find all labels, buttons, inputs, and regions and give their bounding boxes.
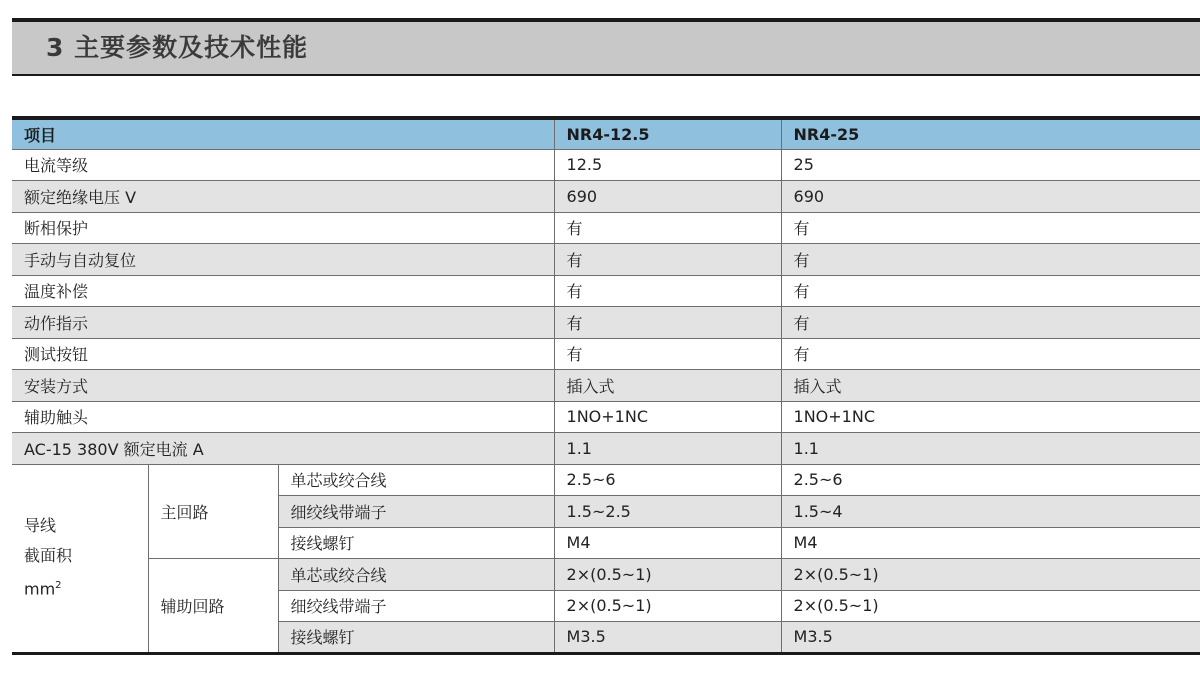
row-value-2: M4 bbox=[781, 527, 1200, 559]
table-row bbox=[12, 149, 1200, 181]
row-label: 断相保护 bbox=[12, 212, 554, 244]
row-label: AC-15 380V 额定电流 A bbox=[12, 433, 554, 465]
table-row bbox=[12, 181, 1200, 213]
row-label: 细绞线带端子 bbox=[278, 496, 554, 528]
row-label: 动作指示 bbox=[12, 307, 554, 339]
row-value-2: 1NO+1NC bbox=[781, 401, 1200, 433]
section-header bbox=[12, 18, 1200, 76]
row-value-1: 12.5 bbox=[554, 149, 781, 181]
row-value-1: 690 bbox=[554, 181, 781, 213]
row-label: 测试按钮 bbox=[12, 338, 554, 370]
wire-label-line2: 截面积 bbox=[24, 546, 73, 566]
table-header-row bbox=[12, 118, 1200, 149]
row-value-1: 1.1 bbox=[554, 433, 781, 465]
header-model-2: NR4-25 bbox=[781, 118, 1200, 149]
row-value-1: M4 bbox=[554, 527, 781, 559]
row-value-1: 有 bbox=[554, 307, 781, 339]
table-row bbox=[12, 307, 1200, 339]
row-label: 单芯或绞合线 bbox=[278, 464, 554, 496]
row-value-2: 1.5~4 bbox=[781, 496, 1200, 528]
row-value-2: 690 bbox=[781, 181, 1200, 213]
row-value-2: 有 bbox=[781, 275, 1200, 307]
row-value-1: 1.5~2.5 bbox=[554, 496, 781, 528]
table-row bbox=[12, 401, 1200, 433]
parameters-table bbox=[12, 116, 1200, 655]
header-item: 项目 bbox=[12, 118, 554, 149]
row-value-2: 2.5~6 bbox=[781, 464, 1200, 496]
row-value-1: M3.5 bbox=[554, 622, 781, 654]
table-row bbox=[12, 212, 1200, 244]
table-row bbox=[12, 244, 1200, 276]
row-value-2: 有 bbox=[781, 212, 1200, 244]
table-row bbox=[12, 559, 1200, 591]
row-label: 安装方式 bbox=[12, 370, 554, 402]
row-value-1: 有 bbox=[554, 338, 781, 370]
row-value-1: 1NO+1NC bbox=[554, 401, 781, 433]
row-value-2: 25 bbox=[781, 149, 1200, 181]
wire-cross-section-label bbox=[12, 464, 148, 653]
row-value-2: 有 bbox=[781, 338, 1200, 370]
row-value-1: 2×(0.5~1) bbox=[554, 559, 781, 591]
row-label: 单芯或绞合线 bbox=[278, 559, 554, 591]
table-row bbox=[12, 464, 1200, 496]
table-row bbox=[12, 275, 1200, 307]
row-value-2: 有 bbox=[781, 307, 1200, 339]
row-value-2: 2×(0.5~1) bbox=[781, 590, 1200, 622]
row-value-1: 有 bbox=[554, 244, 781, 276]
row-label: 温度补偿 bbox=[12, 275, 554, 307]
wire-label-unit: $mm^2$ bbox=[24, 579, 62, 599]
table-row bbox=[12, 433, 1200, 465]
row-value-2: 2×(0.5~1) bbox=[781, 559, 1200, 591]
header-model-1: NR4-12.5 bbox=[554, 118, 781, 149]
table-row bbox=[12, 370, 1200, 402]
row-value-1: 有 bbox=[554, 275, 781, 307]
row-label: 电流等级 bbox=[12, 149, 554, 181]
row-label: 接线螺钉 bbox=[278, 622, 554, 654]
row-value-2: M3.5 bbox=[781, 622, 1200, 654]
section-title: 3 主要参数及技术性能 bbox=[46, 33, 309, 62]
row-value-1: 2.5~6 bbox=[554, 464, 781, 496]
subgroup-main-circuit: 主回路 bbox=[148, 464, 278, 559]
row-label: 细绞线带端子 bbox=[278, 590, 554, 622]
row-value-2: 插入式 bbox=[781, 370, 1200, 402]
row-value-2: 有 bbox=[781, 244, 1200, 276]
row-value-1: 插入式 bbox=[554, 370, 781, 402]
row-value-2: 1.1 bbox=[781, 433, 1200, 465]
row-label: 手动与自动复位 bbox=[12, 244, 554, 276]
table-row bbox=[12, 338, 1200, 370]
wire-label-line1: 导线 bbox=[24, 516, 57, 536]
row-label: 接线螺钉 bbox=[278, 527, 554, 559]
row-value-1: 2×(0.5~1) bbox=[554, 590, 781, 622]
row-value-1: 有 bbox=[554, 212, 781, 244]
row-label: 辅助触头 bbox=[12, 401, 554, 433]
subgroup-aux-circuit: 辅助回路 bbox=[148, 559, 278, 654]
row-label: 额定绝缘电压 V bbox=[12, 181, 554, 213]
